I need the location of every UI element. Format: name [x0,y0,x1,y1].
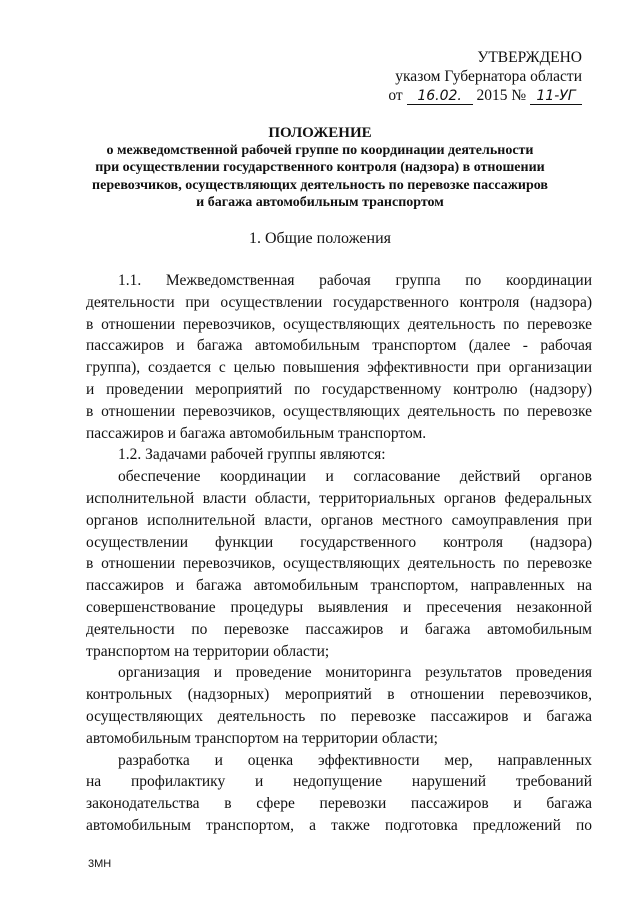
paragraph-line: автомобильным транспортом, а также подготовка предложений по [86,816,592,834]
paragraph-line: и проведении мероприятий по государственному контролю (надзору) [86,380,592,398]
paragraph-line: пассажиров и багажа автомобильным транспортом (далее - рабочая [86,337,592,355]
footer-code: 3МН [88,858,112,870]
subtitle-line: о межведомственной рабочей группе по координации деятельности [106,143,534,158]
paragraph-line: в отношении перевозчиков, осуществляющих деятельность по перевозке [86,402,592,420]
paragraph-line: группа), создается с целью повышения эффективности при организации [86,359,592,377]
paragraph-line: автомобильным транспортом на территории области; [86,729,438,747]
document-subtitle [70,142,570,212]
handwritten-number: 11-УГ [530,89,582,105]
paragraph-line: в отношении перевозчиков, осуществляющих деятельность по перевозке [86,555,592,573]
paragraph-line: контрольных (надзорных) мероприятий в отношении перевозчиков, [86,686,592,704]
year-suffix: 2015 № [476,87,527,104]
paragraph-line: пассажиров и багажа автомобильным транспортом. [86,424,427,442]
paragraph-line: органов исполнительной власти, органов местного самоуправления при [86,511,592,529]
approved-label: УТВЕРЖДЕНО [477,49,582,66]
subtitle-line: при осуществлении государственного контроля (надзора) в отношении [95,160,545,176]
paragraph-line: законодательства в сфере перевозки пассажиров и багажа [86,795,592,813]
paragraph [86,750,592,837]
paragraph [86,662,592,749]
paragraph-line: 1.2. Задачами рабочей группы являются: [118,446,386,464]
date-prefix: от [388,87,403,104]
paragraph-line: совершенствование процедуры выявления и пресечения незаконной [86,598,592,616]
paragraph-line: деятельности по перевозке пассажиров и багажа автомобильным [86,620,592,638]
paragraph [86,444,592,466]
paragraph-line: разработка и оценка эффективности мер, направленных [118,751,592,769]
paragraph-line: транспортом на территории области; [86,642,330,660]
approval-stamp [352,48,582,105]
paragraph-line: обеспечение координации и согласование действий органов [118,468,592,486]
paragraph-line: в отношении перевозчиков, осуществляющих деятельность по перевозке [86,315,592,333]
paragraph-line: организация и проведение мониторинга результатов проведения [118,664,592,682]
paragraph-line: осуществляющих деятельность по перевозке пассажиров и багажа [86,707,592,725]
handwritten-date: 16.02. [407,89,473,105]
paragraph-line: деятельности при осуществлении государственного контроля (надзора) [86,293,592,311]
paragraph [86,270,592,444]
subtitle-line: и багажа автомобильным транспортом [196,195,444,211]
paragraph-line: осуществлении функции государственного контроля (надзора) [86,533,592,551]
decree-label: указом Губернатора области [395,68,582,85]
subtitle-line: перевозчиков, осуществляющих деятельность по перевозке пассажиров [92,177,548,193]
section-heading: 1. Общие положения [248,230,392,247]
paragraph-line: исполнительной власти области, территориальных органов федеральных [86,489,592,507]
decree-date-line [352,86,582,105]
paragraph [86,466,592,662]
document-title: ПОЛОЖЕНИЕ [268,125,372,141]
paragraph-line: на профилактику и недопущение нарушений требований [86,773,592,791]
paragraph-line: пассажиров и багажа автомобильным транспортом, направленных на [86,577,592,595]
document-body [86,270,592,837]
paragraph-line: 1.1. Межведомственная рабочая группа по координации [118,272,592,289]
